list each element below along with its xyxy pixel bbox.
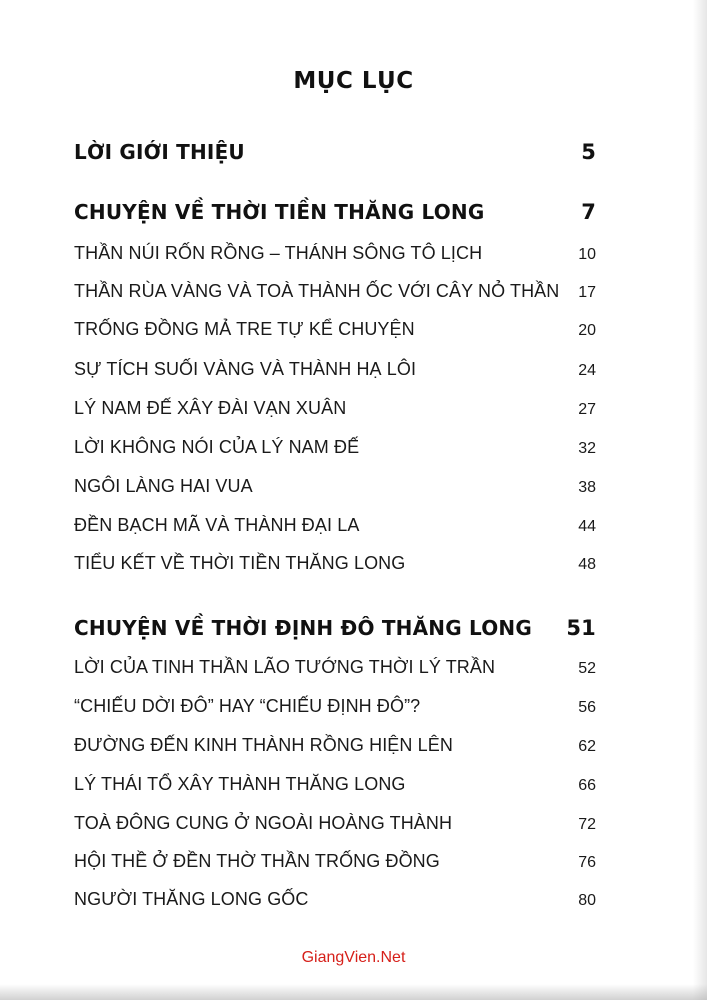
- toc-entry-title: ĐỀN BẠCH MÃ VÀ THÀNH ĐẠI LA: [74, 515, 360, 535]
- toc-entry-page: 48: [578, 556, 596, 573]
- toc-entry: [74, 657, 596, 678]
- toc-entry: [74, 813, 596, 834]
- toc-entry: [74, 281, 596, 302]
- toc-section-heading: [74, 200, 596, 224]
- toc-entry-title: TOÀ ĐÔNG CUNG Ở NGOÀI HOÀNG THÀNH: [74, 813, 453, 833]
- page-bottom-shadow: [0, 984, 707, 1000]
- toc-entry: [74, 889, 596, 910]
- toc-entry-title: THẦN NÚI RỐN RỒNG – THÁNH SÔNG TÔ LỊCH: [74, 243, 483, 263]
- toc-entry-page: 56: [578, 699, 596, 716]
- toc-entry-title: “CHIẾU DỜI ĐÔ” HAY “CHIẾU ĐỊNH ĐÔ”?: [74, 696, 421, 716]
- watermark: GiangVien.Net: [301, 949, 406, 966]
- toc-intro-title: LỜI GIỚI THIỆU: [74, 140, 245, 164]
- toc-entry-title: LỜI KHÔNG NÓI CỦA LÝ NAM ĐẾ: [74, 437, 360, 457]
- toc-entry: [74, 437, 596, 458]
- toc-entry-title: SỰ TÍCH SUỐI VÀNG VÀ THÀNH HẠ LÔI: [74, 359, 417, 379]
- toc-entry: [74, 774, 596, 795]
- toc-entry-page: 38: [578, 479, 596, 496]
- toc-entry-title: LÝ THÁI TỔ XÂY THÀNH THĂNG LONG: [74, 774, 406, 794]
- toc-entry-page: 66: [578, 777, 596, 794]
- section-page: 7: [581, 200, 596, 224]
- toc-entry-title: ĐƯỜNG ĐẾN KINH THÀNH RỒNG HIỆN LÊN: [74, 735, 453, 755]
- toc-entry-title: LỜI CỦA TINH THẦN LÃO TƯỚNG THỜI LÝ TRẦN: [74, 657, 496, 677]
- toc-entry-title: LÝ NAM ĐẾ XÂY ĐÀI VẠN XUÂN: [74, 398, 347, 418]
- toc-entry-page: 76: [578, 854, 596, 871]
- toc-entry-page: 52: [578, 660, 596, 677]
- toc-entry: [74, 735, 596, 756]
- section-page: 51: [566, 616, 596, 640]
- section-title: CHUYỆN VỀ THỜI TIỀN THĂNG LONG: [74, 200, 485, 224]
- toc-entry: [74, 515, 596, 536]
- toc-entry-page: 62: [578, 738, 596, 755]
- toc-entry-title: HỘI THỀ Ở ĐỀN THỜ THẦN TRỐNG ĐỒNG: [74, 851, 440, 871]
- toc-entry-title: TIỂU KẾT VỀ THỜI TIỀN THĂNG LONG: [74, 553, 406, 573]
- toc-section-heading: [74, 616, 596, 640]
- toc-entry: [74, 319, 596, 340]
- section-title: CHUYỆN VỀ THỜI ĐỊNH ĐÔ THĂNG LONG: [74, 616, 532, 640]
- toc-entry: [74, 359, 596, 380]
- toc-entry-page: 24: [578, 362, 596, 379]
- toc-entry-title: NGƯỜI THĂNG LONG GỐC: [74, 889, 309, 909]
- toc-entry-page: 10: [578, 246, 596, 263]
- toc-entry: [74, 851, 596, 872]
- toc-entry-page: 80: [578, 892, 596, 909]
- toc-entry: [74, 476, 596, 497]
- toc-entry: [74, 398, 596, 419]
- toc-entry: [74, 243, 596, 264]
- toc-entry-page: 20: [578, 322, 596, 339]
- toc-entry-title: NGÔI LÀNG HAI VUA: [74, 476, 253, 496]
- toc-entry-title: THẦN RÙA VÀNG VÀ TOÀ THÀNH ỐC VỚI CÂY NỎ THẦN: [74, 281, 560, 301]
- toc-entry: [74, 553, 596, 574]
- toc-entry: [74, 696, 596, 717]
- toc-intro-row: [74, 140, 596, 164]
- toc-entry-page: 27: [578, 401, 596, 418]
- page-edge-shadow: [693, 0, 707, 1000]
- toc-entry-title: TRỐNG ĐỒNG MẢ TRE TỰ KỂ CHUYỆN: [74, 319, 415, 339]
- toc-entry-page: 44: [578, 518, 596, 535]
- toc-entry-page: 72: [578, 816, 596, 833]
- toc-entry-page: 17: [578, 284, 596, 301]
- page-title: MỤC LỤC: [293, 68, 414, 94]
- toc-intro-page: 5: [581, 140, 596, 164]
- toc-entry-page: 32: [578, 440, 596, 457]
